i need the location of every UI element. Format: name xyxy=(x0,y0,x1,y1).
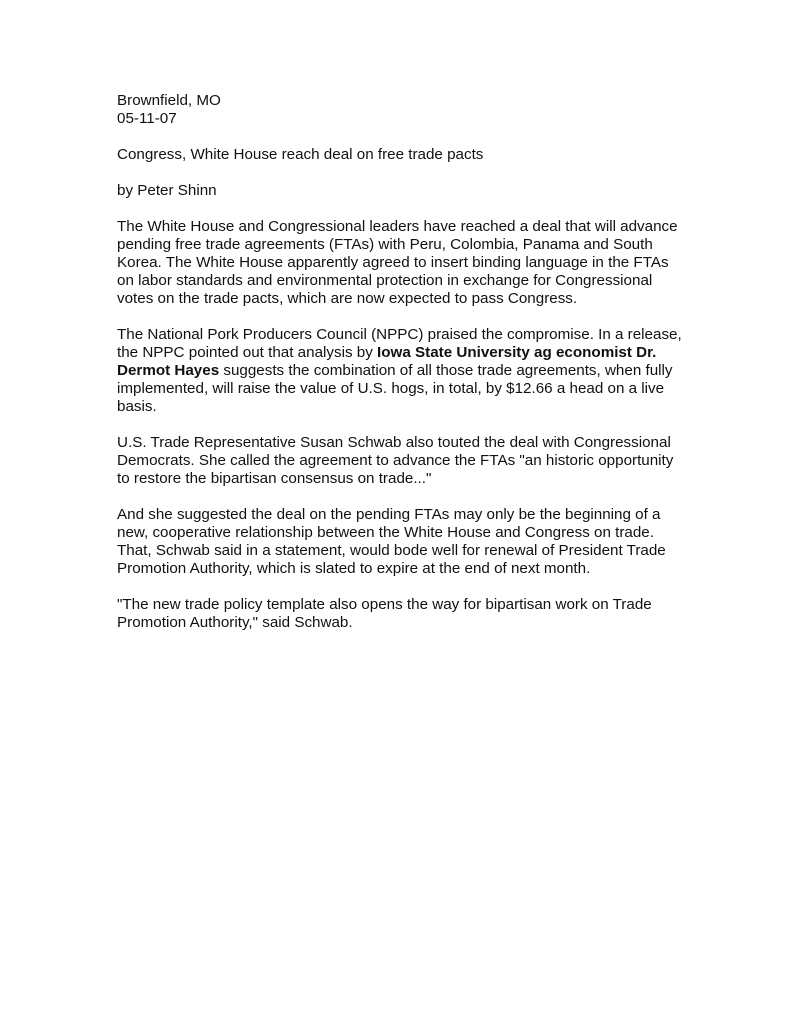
paragraph-4: And she suggested the deal on the pending FTAs may only be the beginning of a new, cooperative relationship between the White House and Congress on trade. That, Schwab said in a statement, would bode well for renewal of President Trade Promotion Authority, which is slated to expire at the end of next month. xyxy=(117,506,666,577)
paragraph-2-text-start: The National Pork Producers Council (NPPC) praised the compromise. In a release, the NPPC pointed out that analysis by xyxy=(117,326,682,361)
document-page xyxy=(117,92,687,650)
paragraph-1: The White House and Congressional leaders have reached a deal that will advance pending free trade agreements (FTAs) with Peru, Colombia, Panama and South Korea. The White House apparently agreed to insert binding language in the FTAs on labor standards and environmental protection in exchange for Congressional votes on the trade pacts, which are now expected to pass Congress. xyxy=(117,218,678,307)
dateline-location: Brownfield, MO xyxy=(117,92,221,109)
paragraph-3: U.S. Trade Representative Susan Schwab also touted the deal with Congressional Democrats. She called the agreement to advance the FTAs "an historic opportunity to restore the bipartisan consensus on trade..." xyxy=(117,434,674,487)
paragraph-5: "The new trade policy template also opens the way for bipartisan work on Trade Promotion Authority," said Schwab. xyxy=(117,596,652,631)
paragraph-2-text-end: suggests the combination of all those trade agreements, when fully implemented, will raise the value of U.S. hogs, in total, by $12.66 a head on a live basis. xyxy=(117,362,673,415)
headline: Congress, White House reach deal on free trade pacts xyxy=(117,146,484,163)
paragraph-2 xyxy=(117,326,687,416)
dateline-date: 05-11-07 xyxy=(117,110,177,127)
paragraph-2-bold-text: Iowa State University ag economist Dr. Dermot Hayes xyxy=(117,344,657,379)
byline: by Peter Shinn xyxy=(117,182,217,199)
